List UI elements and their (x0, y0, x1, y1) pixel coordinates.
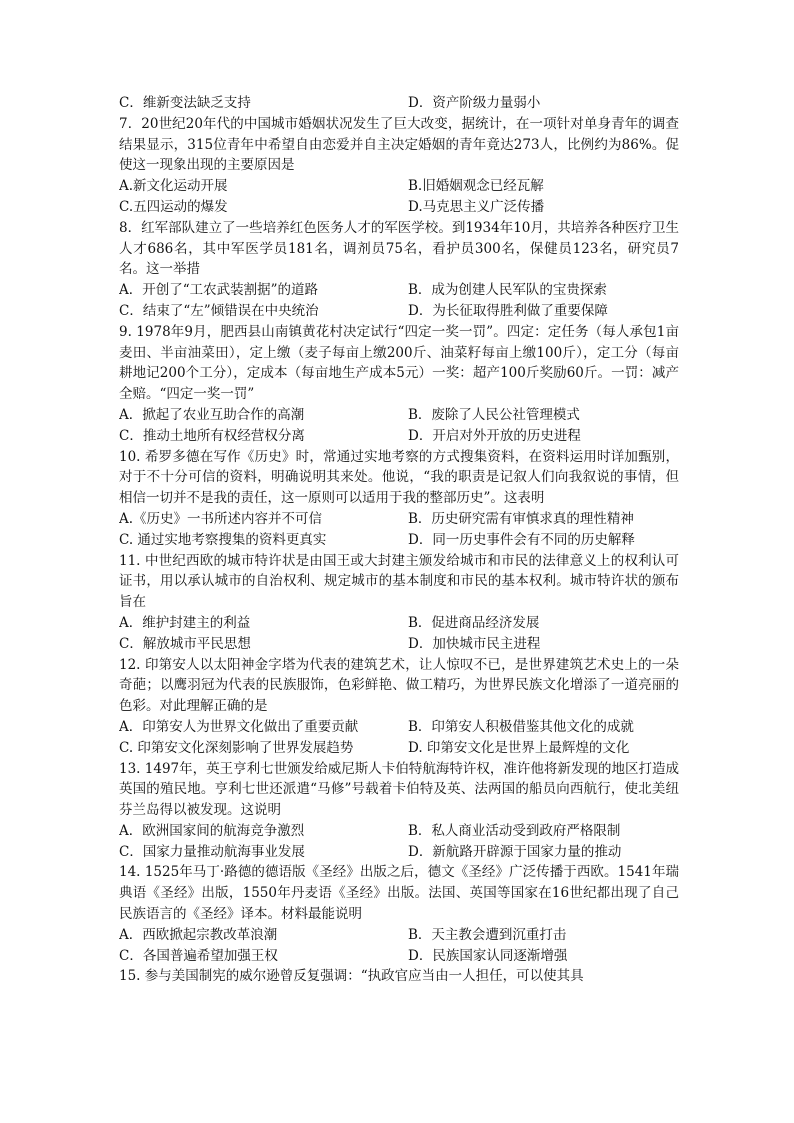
option-a: A．西欧掀起宗教改革浪潮 (119, 926, 278, 943)
option-list (119, 821, 679, 863)
option-b: B．成为创建人民军队的宝贵探索 (408, 282, 607, 299)
question-12 (119, 655, 679, 759)
option-b: B．废除了人民公社管理模式 (408, 406, 580, 423)
question-7 (119, 114, 679, 218)
question-13 (119, 759, 679, 863)
question-stem: 9. 1978年9月，肥西县山南镇黄花村决定试行“四定一奖一罚”。四定：定任务（每人承包1亩麦田、半亩油菜田），定上缴（麦子每亩上缴200斤、油菜籽每亩上缴100斤），定工分（每亩耕地记200个工分），定成本（每亩地生产成本5元）一奖：超产100斤奖励60斤。一罚：减产全赔。“四定一奖一罚” (119, 323, 679, 403)
option-list (119, 509, 679, 551)
option-c: C．各国普遍希望加强王权 (119, 947, 278, 964)
option-d: D.马克思主义广泛传播 (408, 198, 545, 215)
option-a: A.新文化运动开展 (119, 178, 228, 195)
option-list (119, 405, 679, 447)
option-d: D. 印第安文化是世界上最辉煌的文化 (408, 739, 630, 756)
option-c: C．维新变法缺乏支持 (119, 95, 251, 111)
option-b: B．促进商品经济发展 (408, 614, 540, 631)
option-list (119, 93, 679, 114)
option-d: D．新航路开辟源于国家力量的推动 (408, 843, 622, 860)
question-14 (119, 862, 679, 966)
option-a: A．维护封建主的利益 (119, 614, 251, 631)
question-6 (119, 93, 679, 114)
option-d: D．同一历史事件会有不同的历史解释 (408, 531, 635, 548)
question-8 (119, 218, 679, 322)
question-stem: 7．20世纪20年代的中国城市婚姻状况发生了巨大改变，据统计，在一项针对单身青年的调查结果显示，315位青年中希望自由恋爱并自主决定婚姻的青年竟达273人，比例约为86%。促使这一现象出现的主要原因是 (119, 115, 679, 174)
exam-page (119, 93, 679, 987)
option-a: A．欧洲国家间的航海竞争激烈 (119, 822, 305, 839)
option-b: B．历史研究需有审慎求真的理性精神 (408, 510, 634, 527)
question-stem: 15. 参与美国制宪的威尔逊曾反复强调：“执政官应当由一人担任，可以使其具 (119, 968, 584, 985)
option-b: B.旧婚姻观念已经瓦解 (408, 178, 544, 195)
option-list (119, 717, 679, 759)
question-15 (119, 966, 679, 987)
question-stem: 11. 中世纪西欧的城市特许状是由国王或大封建主颁发给城市和市民的法律意义上的权利认可证书，用以承认城市的自治权利、规定城市的基本制度和市民的基本权利。城市特许状的颁布旨在 (119, 552, 679, 611)
option-c: C. 通过实地考察搜集的资料更真实 (119, 531, 327, 548)
option-a: A．掀起了农业互助合作的高潮 (119, 406, 305, 423)
option-d: D．民族国家认同逐渐增强 (408, 947, 568, 964)
option-list (119, 613, 679, 655)
option-c: C．解放城市平民思想 (119, 635, 251, 652)
option-d: D．为长征取得胜利做了重要保障 (408, 302, 608, 319)
question-9 (119, 322, 679, 447)
option-list (119, 925, 679, 967)
option-list (119, 176, 679, 218)
option-c: C．推动土地所有权经营权分离 (119, 427, 305, 444)
option-b: B．印第安人积极借鉴其他文化的成就 (408, 718, 634, 735)
option-b: B．私人商业活动受到政府严格限制 (408, 822, 621, 839)
question-stem: 12. 印第安人以太阳神金字塔为代表的建筑艺术，让人惊叹不已，是世界建筑艺术史上的一朵奇葩；以鹰羽冠为代表的民族服饰，色彩鲜艳、做工精巧，为世界民族文化增添了一道亮丽的色彩。对此理解正确的是 (119, 656, 679, 715)
question-stem: 10. 希罗多德在写作《历史》时，常通过实地考察的方式搜集资料，在资料运用时详加甄别，对于不十分可信的资料，明确说明其来处。他说，“我的职责是记叙人们向我叙说的事情，但相信一切并不是我的责任，这一原则可以适用于我的整部历史”。这表明 (119, 448, 679, 507)
option-d: D．加快城市民主进程 (408, 635, 541, 652)
option-a: A．印第安人为世界文化做出了重要贡献 (119, 718, 359, 735)
question-stem: 14. 1525年马丁·路德的德语版《圣经》出版之后，德文《圣经》广泛传播于西欧。1541年瑞典语《圣经》出版，1550年丹麦语《圣经》出版。法国、英国等国家在16世纪都出现了自己民族语言的《圣经》译本。材料最能说明 (119, 864, 679, 923)
question-11 (119, 551, 679, 655)
option-c: C．结束了“左”倾错误在中央统治 (119, 302, 319, 319)
question-stem: 13. 1497年，英王亨利七世颁发给威尼斯人卡伯特航海特许权，准许他将新发现的地区打造成英国的殖民地。亨利七世还派遣“马修”号载着卡伯特及英、法两国的船员向西航行，使北美纽芬兰岛得以被发现。这说明 (119, 760, 679, 819)
option-list (119, 280, 679, 322)
question-stem: 8．红军部队建立了一些培养红色医务人才的军医学校。到1934年10月，共培养各种医疗卫生人才686名，其中军医学员181名，调剂员75名，看护员300名，保健员123名，研究员7名。这一举措 (119, 219, 679, 278)
option-a: A.《历史》一书所述内容并不可信 (119, 510, 323, 527)
option-c: C．国家力量推动航海事业发展 (119, 843, 305, 860)
option-c: C. 印第安文化深刻影响了世界发展趋势 (119, 739, 354, 756)
option-d: D．开启对外开放的历史进程 (408, 427, 581, 444)
question-10 (119, 447, 679, 551)
option-c: C.五四运动的爆发 (119, 198, 228, 215)
option-d: D．资产阶级力量弱小 (408, 95, 541, 111)
option-a: A．开创了“工农武装割据”的道路 (119, 282, 319, 299)
option-b: B．天主教会遭到沉重打击 (408, 926, 567, 943)
